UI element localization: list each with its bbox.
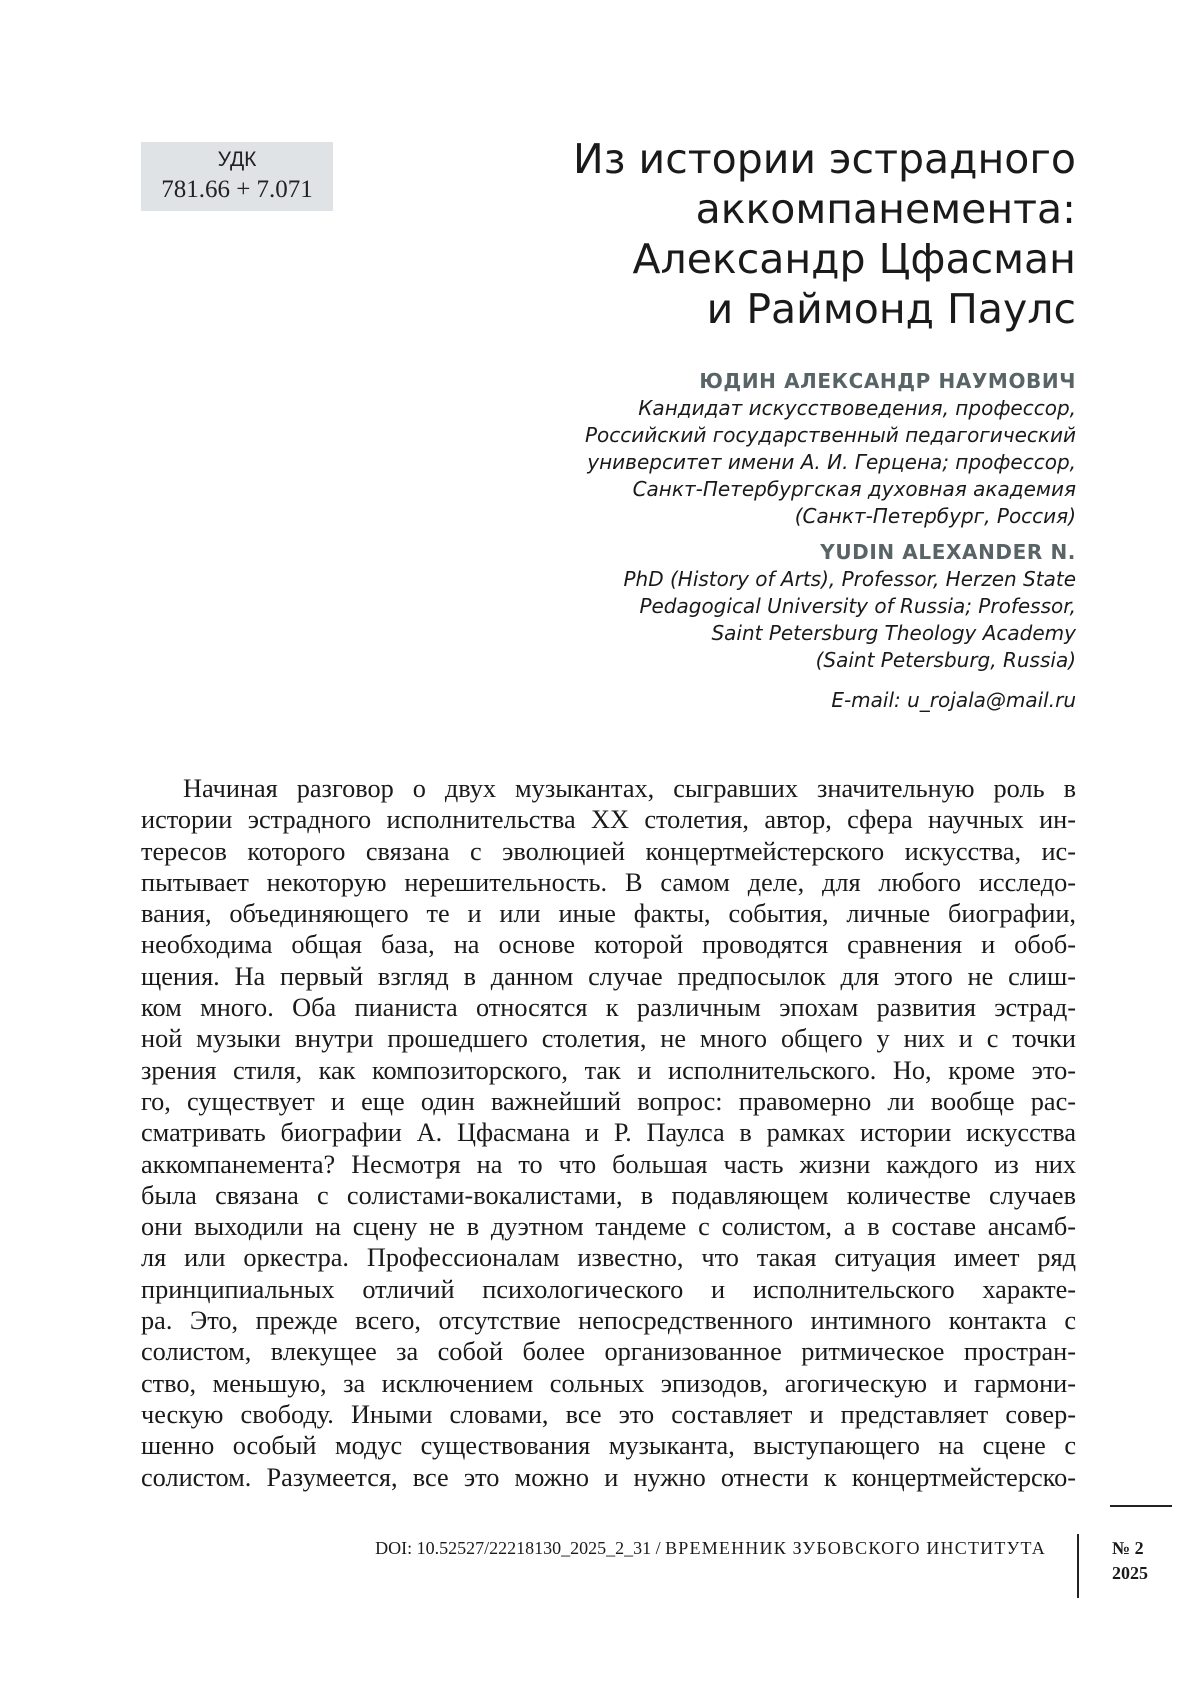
body-line: ра. Это, прежде всего, отсутствие непосредственного интимного контакта с: [141, 1306, 1076, 1336]
affiliation-line: Кандидат искусствоведения, профессор,: [638, 396, 1076, 420]
body-line: ком много. Оба пианиста относятся к различным эпохам развития эстрад-: [141, 993, 1076, 1023]
body-line: истории эстрадного исполнительства XX столетия, автор, сфера научных ин-: [141, 805, 1076, 835]
author-name-en: YUDIN ALEXANDER N.: [820, 540, 1076, 564]
issue-number: № 2: [1112, 1538, 1144, 1558]
footer-citation: [375, 1536, 1046, 1560]
body-line: ной музыки внутри прошедшего столетия, не много общего у них и с точки: [141, 1024, 1076, 1054]
body-line: пытывает некоторую нерешительность. В самом деле, для любого исследо-: [141, 867, 1076, 897]
body-line: зрения стиля, как композиторского, так и исполнительского. Но, кроме это-: [141, 1055, 1076, 1085]
udk-label: УДК: [217, 148, 257, 171]
udk-box: [141, 142, 333, 211]
title-line: Александр Цфасман: [632, 235, 1076, 283]
affiliation-line: Saint Petersburg Theology Academy: [711, 621, 1076, 645]
author-name-ru: ЮДИН АЛЕКСАНДР НАУМОВИЧ: [699, 369, 1076, 393]
footer-journal: ВРЕМЕННИК ЗУБОВСКОГО ИНСТИТУТА: [665, 1538, 1046, 1558]
body-line: сматривать биографии А. Цфасмана и Р. Паулса в рамках истории искусства: [141, 1118, 1076, 1148]
author-affiliation-en: [396, 566, 1076, 674]
issue-info: [1112, 1536, 1148, 1586]
body-line: солистом. Разумеется, все это можно и нужно отнести к концертмейстерско-: [141, 1462, 1076, 1492]
body-line: принципиальных отличий психологического и исполнительского характе-: [141, 1274, 1076, 1304]
article-body: [141, 773, 1076, 1493]
body-line: го, существует и еще один важнейший вопрос: правомерно ли вообще рас-: [141, 1086, 1076, 1116]
body-line: солистом, влекущее за собой более организованное ритмическое простран-: [141, 1337, 1076, 1367]
affiliation-line: Pedagogical University of Russia; Professor,: [639, 594, 1076, 618]
body-line: ля или оркестра. Профессионалам известно, что такая ситуация имеет ряд: [141, 1243, 1076, 1273]
body-line: была связана с солистами-вокалистами, в подавляющем количестве случаев: [141, 1180, 1076, 1210]
body-line: Начиная разговор о двух музыкантах, сыгравших значительную роль в: [183, 774, 1076, 803]
author-email: E-mail: u_rojala@mail.ru: [831, 688, 1076, 712]
body-line: ство, меньшую, за исключением сольных эпизодов, агогическую и гармони-: [141, 1368, 1076, 1398]
footer-rule: [1110, 1505, 1172, 1507]
body-line: аккомпанемента? Несмотря на то что большая часть жизни каждого из них: [141, 1149, 1076, 1179]
footer-doi[interactable]: DOI: 10.52527/22218130_2025_2_31 /: [375, 1538, 661, 1558]
udk-code: 781.66 + 7.071: [161, 176, 313, 203]
affiliation-line: (Saint Petersburg, Russia): [815, 648, 1076, 672]
body-line: шенно особый модус существования музыканта, выступающего на сцене с: [141, 1431, 1076, 1461]
title-line: Из истории эстрадного: [573, 135, 1076, 183]
body-line: они выходили на сцену не в дуэтном тандеме с солистом, а в составе ансамб-: [141, 1212, 1076, 1242]
article-title: [376, 134, 1076, 334]
affiliation-line: (Санкт-Петербург, Россия): [794, 504, 1076, 528]
issue-year: 2025: [1112, 1563, 1148, 1583]
affiliation-line: университет имени А. И. Герцена; профессор,: [587, 450, 1076, 474]
body-line: вания, объединяющего те и или иные факты, события, личные биографии,: [141, 899, 1076, 929]
author-info: [396, 367, 1076, 714]
body-line: ческую свободу. Иными словами, все это составляет и представляет совер-: [141, 1399, 1076, 1429]
title-line: и Раймонд Паулс: [706, 285, 1076, 333]
body-line: необходима общая база, на основе которой проводятся сравнения и обоб-: [141, 930, 1076, 960]
title-line: аккомпанемента:: [695, 185, 1076, 233]
body-line: щения. На первый взгляд в данном случае предпосылок для этого не слиш-: [141, 961, 1076, 991]
footer-divider: [1077, 1534, 1079, 1598]
affiliation-line: Российский государственный педагогический: [584, 423, 1076, 447]
author-affiliation-ru: [396, 395, 1076, 530]
affiliation-line: PhD (History of Arts), Professor, Herzen State: [623, 567, 1076, 591]
body-line: тересов которого связана с эволюцией концертмейстерского искусства, ис-: [141, 836, 1076, 866]
affiliation-line: Санкт-Петербургская духовная академия: [632, 477, 1076, 501]
